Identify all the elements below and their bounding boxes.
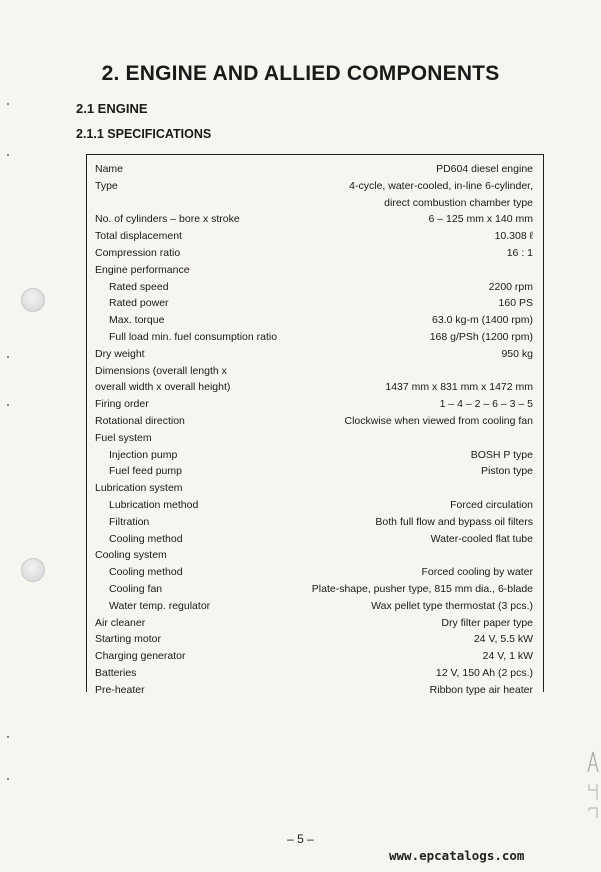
spec-row [95, 161, 533, 178]
spec-label: Dimensions (overall length x overall width x overall height) [95, 364, 231, 394]
spec-label: Fuel feed pump [109, 465, 182, 478]
margin-mark [7, 778, 9, 780]
spec-row [95, 295, 533, 312]
margin-mark [7, 356, 9, 358]
spec-row [95, 413, 533, 430]
spec-value: 2200 rpm [488, 280, 533, 293]
spec-value: 160 PS [498, 297, 533, 310]
spec-value: Plate-shape, pusher type, 815 mm dia., 6-blade [311, 582, 533, 595]
spec-label: Injection pump [109, 448, 178, 461]
spec-value: 24 V, 5.5 kW [473, 633, 533, 646]
spec-row [95, 363, 533, 397]
spec-label: Total displacement [95, 230, 182, 243]
spec-label: Lubrication system [95, 482, 183, 495]
spec-value: 4-cycle, water-cooled, in-line 6-cylinder, direct combustion chamber type [349, 179, 533, 209]
spec-row [95, 547, 533, 564]
spec-row [95, 396, 533, 413]
spec-label: Charging generator [95, 650, 186, 663]
punch-hole-icon [21, 558, 45, 582]
spec-row [95, 262, 533, 279]
spec-row [95, 329, 533, 346]
spec-value: 6 – 125 mm x 140 mm [428, 213, 533, 226]
spec-value: Forced cooling by water [421, 566, 533, 579]
spec-value: Piston type [481, 465, 533, 478]
spec-label: Pre-heater [95, 683, 145, 696]
spec-row [95, 430, 533, 447]
spec-label: Full load min. fuel consumption ratio [109, 330, 278, 343]
spec-label: Filtration [109, 515, 150, 528]
spec-label: Cooling fan [109, 582, 163, 595]
spec-value: 1 – 4 – 2 – 6 – 3 – 5 [439, 398, 533, 411]
spec-row [95, 346, 533, 363]
page-title: 2. ENGINE AND ALLIED COMPONENTS [101, 62, 500, 85]
spec-label: Batteries [95, 666, 137, 679]
spec-value: 168 g/PSh (1200 rpm) [429, 330, 533, 343]
spec-value: Water-cooled flat tube [430, 532, 533, 545]
spec-row [95, 178, 533, 212]
spec-label: Dry weight [95, 347, 145, 360]
spec-row [95, 245, 533, 262]
spec-value: Forced circulation [450, 498, 533, 511]
spec-label: Name [95, 163, 124, 175]
spec-label: Rated speed [109, 280, 169, 293]
spec-value: Wax pellet type thermostat (3 pcs.) [371, 599, 533, 612]
spec-value: 1437 mm x 831 mm x 1472 mm [385, 381, 533, 394]
spec-value: Clockwise when viewed from cooling fan [344, 414, 533, 427]
subsection-heading: 2.1.1 SPECIFICATIONS [76, 127, 212, 141]
spec-value: 63.0 kg-m (1400 rpm) [432, 314, 533, 327]
spec-label: Cooling system [95, 549, 167, 562]
edge-artifact-icon [586, 748, 600, 818]
spec-label: Type [95, 179, 118, 192]
spec-value: 10.308 ℓ [494, 230, 533, 243]
spec-label: Firing order [95, 398, 149, 411]
spec-label: Lubrication method [109, 498, 199, 511]
spec-value: PD604 diesel engine [436, 163, 533, 175]
page-number: – 5 – [287, 832, 314, 846]
spec-row [95, 480, 533, 497]
margin-mark [7, 404, 9, 406]
spec-label: Fuel system [95, 431, 152, 444]
spec-label: Compression ratio [95, 246, 181, 259]
spec-row [95, 665, 533, 682]
spec-row [95, 648, 533, 665]
margin-mark [7, 736, 9, 738]
spec-label: Rated power [109, 297, 169, 310]
spec-value: Both full flow and bypass oil filters [375, 515, 533, 528]
margin-mark [7, 103, 9, 105]
spec-label: Max. torque [109, 314, 165, 327]
spec-label: Cooling method [109, 566, 183, 579]
spec-row [95, 581, 533, 598]
section-heading: 2.1 ENGINE [76, 101, 148, 116]
spec-label: Cooling method [109, 532, 183, 545]
spec-row [95, 228, 533, 245]
spec-row [95, 463, 533, 480]
spec-label: Rotational direction [95, 414, 185, 427]
spec-row [95, 598, 533, 615]
punch-hole-icon [21, 288, 45, 312]
spec-label: Air cleaner [95, 616, 146, 629]
spec-value: 24 V, 1 kW [482, 650, 533, 663]
spec-value: 12 V, 150 Ah (2 pcs.) [435, 666, 533, 679]
spec-value: BOSH P type [470, 448, 533, 461]
spec-row [95, 531, 533, 548]
spec-label: Engine performance [95, 263, 190, 276]
spec-value: Dry filter paper type [441, 616, 533, 629]
spec-label: Water temp. regulator [109, 599, 211, 612]
spec-row [95, 564, 533, 581]
spec-label: No. of cylinders – bore x stroke [95, 213, 240, 226]
margin-mark [7, 154, 9, 156]
spec-value: 950 kg [501, 347, 533, 360]
spec-row [95, 682, 533, 699]
spec-value: 16 : 1 [506, 246, 533, 259]
spec-row [95, 447, 533, 464]
spec-label: Starting motor [95, 633, 161, 646]
spec-row [95, 312, 533, 329]
spec-row [95, 514, 533, 531]
specifications-table [95, 161, 533, 699]
spec-row [95, 211, 533, 228]
spec-row [95, 497, 533, 514]
spec-row [95, 279, 533, 296]
footer-url: www.epcatalogs.com [389, 848, 525, 863]
spec-row [95, 615, 533, 632]
spec-row [95, 631, 533, 648]
spec-value: Ribbon type air heater [429, 683, 533, 696]
